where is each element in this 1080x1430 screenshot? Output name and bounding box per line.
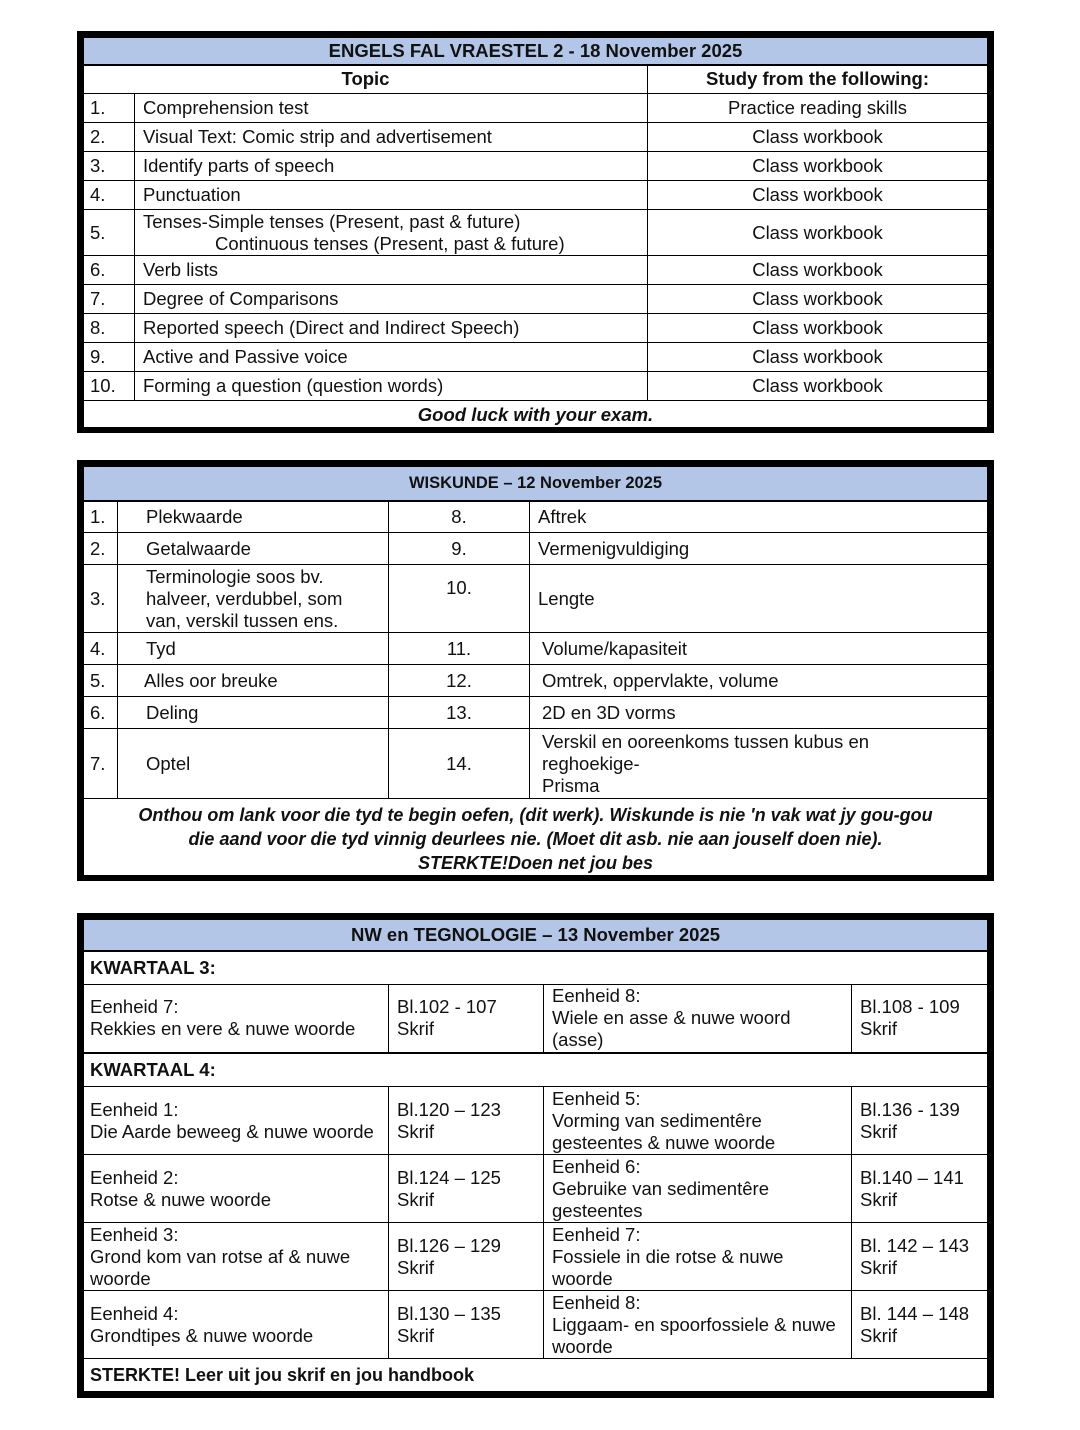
english-exam-table [77,31,994,433]
row-number: 9. [84,343,135,372]
table-row [84,633,988,665]
row-topic: Verb lists [135,256,648,285]
row-topic: Reported speech (Direct and Indirect Speech) [135,314,648,343]
unit-label: Eenheid 8: [552,985,641,1007]
row-study-source: Class workbook [648,123,988,152]
footer-line: STERKTE!Doen net jou bes [417,852,653,873]
row-topic: Punctuation [135,181,648,210]
unit-source: Skrif [397,1188,434,1210]
unit-cell [544,1291,852,1359]
row-number: 6. [84,697,118,729]
unit-label: Eenheid 7: [90,996,179,1018]
row-topic: Aftrek [530,501,988,533]
row-topic: Omtrek, oppervlakte, volume [530,665,988,697]
unit-cell [84,1291,389,1359]
row-number: 14. [389,729,530,799]
row-topic: Alles oor breuke [118,665,389,697]
unit-pages: Bl.136 - 139 [860,1098,960,1120]
table-row [84,1291,988,1359]
unit-pages: Bl. 144 – 148 [860,1302,970,1324]
table-row [84,181,988,210]
row-study-source: Class workbook [648,256,988,285]
unit-topic: Grond kom van rotse af & nuwe woorde [90,1245,351,1289]
unit-topic: Die Aarde beweeg & nuwe woorde [90,1120,374,1142]
table-row [84,985,988,1053]
pages-cell [389,1087,544,1155]
table-row [84,501,988,533]
pages-cell [852,1155,988,1223]
row-number: 9. [389,533,530,565]
row-study-source: Class workbook [648,343,988,372]
english-footer-note: Good luck with your exam. [84,401,988,430]
pages-cell [389,985,544,1053]
unit-cell [84,985,389,1053]
unit-cell [84,1223,389,1291]
science-table-title: NW en TEGNOLOGIE – 13 November 2025 [84,920,988,951]
pages-cell [389,1155,544,1223]
unit-pages: Bl.108 - 109 [860,996,960,1018]
unit-topic: Grondtipes & nuwe woorde [90,1324,314,1346]
unit-label: Eenheid 2: [90,1166,179,1188]
row-number: 12. [389,665,530,697]
unit-topic: Liggaam- en spoorfossiele & nuwe woorde [552,1313,836,1357]
unit-source: Skrif [860,1256,897,1278]
unit-cell [544,1087,852,1155]
row-number: 10. [389,565,530,633]
row-topic: Deling [118,697,389,729]
row-number: 3. [84,565,118,633]
unit-cell [84,1087,389,1155]
row-study-source: Class workbook [648,181,988,210]
pages-cell [852,1223,988,1291]
pages-cell [389,1291,544,1359]
row-number: 6. [84,256,135,285]
row-topic-line: halveer, verdubbel, som [146,587,343,609]
row-study-source: Class workbook [648,285,988,314]
table-row [84,565,988,633]
table-row [84,152,988,181]
row-topic: Comprehension test [135,94,648,123]
unit-pages: Bl.130 – 135 [397,1302,501,1324]
row-topic-line: Terminologie soos bv. [146,565,324,587]
term-3-label: KWARTAAL 3: [84,951,988,985]
unit-label: Eenheid 4: [90,1302,179,1324]
english-table-title: ENGELS FAL VRAESTEL 2 - 18 November 2025 [84,38,988,65]
row-topic: Vermenigvuldiging [530,533,988,565]
table-row [84,285,988,314]
row-study-source: Class workbook [648,314,988,343]
unit-cell [544,1223,852,1291]
unit-topic: Wiele en asse & nuwe woord (asse) [552,1007,791,1051]
unit-source: Skrif [397,1120,434,1142]
unit-label: Eenheid 5: [552,1087,641,1109]
science-exam-table [77,913,994,1398]
row-number: 4. [84,633,118,665]
term-4-label: KWARTAAL 4: [84,1053,988,1087]
row-topic [118,565,389,633]
table-row [84,1155,988,1223]
unit-pages: Bl. 142 – 143 [860,1234,970,1256]
column-header-topic: Topic [84,65,648,94]
unit-pages: Bl.126 – 129 [397,1234,501,1256]
row-topic: Getalwaarde [118,533,389,565]
unit-topic: Rotse & nuwe woorde [90,1188,271,1210]
unit-source: Skrif [860,1188,897,1210]
row-topic: Lengte [530,565,988,633]
row-topic [530,729,988,799]
row-number: 2. [84,123,135,152]
unit-cell [84,1155,389,1223]
pages-cell [852,1291,988,1359]
row-topic: Optel [118,729,389,799]
row-topic: Identify parts of speech [135,152,648,181]
table-row [84,729,988,799]
unit-label: Eenheid 7: [552,1223,641,1245]
science-footer-note: STERKTE! Leer uit jou skrif en jou handbook [84,1359,988,1392]
unit-source: Skrif [397,1256,434,1278]
row-topic: Degree of Comparisons [135,285,648,314]
unit-pages: Bl.140 – 141 [860,1166,964,1188]
table-row [84,343,988,372]
row-number: 13. [389,697,530,729]
row-number: 2. [84,533,118,565]
row-number: 1. [84,94,135,123]
row-number: 8. [389,501,530,533]
maths-footer-note [84,799,988,879]
row-number: 10. [84,372,135,401]
pages-cell [852,1087,988,1155]
unit-label: Eenheid 3: [90,1223,179,1245]
row-number: 3. [84,152,135,181]
unit-source: Skrif [397,1324,434,1346]
row-number: 7. [84,285,135,314]
row-study-source: Class workbook [648,152,988,181]
table-row [84,665,988,697]
table-row [84,314,988,343]
row-topic-line: Verskil en ooreenkoms tussen kubus en [542,730,870,752]
row-topic: Visual Text: Comic strip and advertisement [135,123,648,152]
footer-line: Onthou om lank voor die tyd te begin oefen, (dit werk). Wiskunde is nie 'n vak wat jy gou-gou [138,804,933,825]
row-topic [135,210,648,256]
pages-cell [389,1223,544,1291]
row-topic: Forming a question (question words) [135,372,648,401]
row-topic: Plekwaarde [118,501,389,533]
row-study-source: Practice reading skills [648,94,988,123]
unit-label: Eenheid 8: [552,1291,641,1313]
unit-cell [544,985,852,1053]
unit-label: Eenheid 6: [552,1155,641,1177]
maths-exam-table [77,460,994,881]
row-topic-line: Prisma [542,774,600,796]
row-number: 8. [84,314,135,343]
row-topic: Volume/kapasiteit [530,633,988,665]
unit-pages: Bl.102 - 107 [397,996,497,1018]
unit-source: Skrif [860,1324,897,1346]
table-row [84,123,988,152]
row-topic-line: van, verskil tussen ens. [146,609,339,631]
table-row [84,1087,988,1155]
row-study-source: Class workbook [648,372,988,401]
unit-topic: Vorming van sedimentêre gesteentes & nuwe woorde [552,1109,776,1153]
table-row [84,372,988,401]
footer-line: die aand voor die tyd vinnig deurlees nie. (Moet dit asb. nie aan jouself doen nie). [188,828,883,849]
unit-label: Eenheid 1: [90,1098,179,1120]
unit-topic: Fossiele in die rotse & nuwe woorde [552,1245,784,1289]
row-topic-line: Tenses-Simple tenses (Present, past & future) [143,210,521,232]
row-number: 4. [84,181,135,210]
table-row [84,256,988,285]
row-topic-line: Continuous tenses (Present, past & future) [215,232,565,254]
row-number: 5. [84,665,118,697]
table-row [84,1223,988,1291]
pages-cell [852,985,988,1053]
row-number: 1. [84,501,118,533]
table-row [84,210,988,256]
unit-topic: Gebruike van sedimentêre gesteentes [552,1177,769,1221]
unit-source: Skrif [397,1018,434,1040]
row-number: 5. [84,210,135,256]
unit-source: Skrif [860,1120,897,1142]
row-topic: Active and Passive voice [135,343,648,372]
table-row [84,697,988,729]
unit-topic: Rekkies en vere & nuwe woorde [90,1018,356,1040]
unit-pages: Bl.124 – 125 [397,1166,501,1188]
unit-source: Skrif [860,1018,897,1040]
row-topic-line: reghoekige- [542,752,640,774]
column-header-study: Study from the following: [648,65,988,94]
unit-cell [544,1155,852,1223]
maths-table-title: WISKUNDE – 12 November 2025 [84,467,988,501]
row-number: 11. [389,633,530,665]
unit-pages: Bl.120 – 123 [397,1098,501,1120]
table-row [84,533,988,565]
row-number: 7. [84,729,118,799]
row-topic: 2D en 3D vorms [530,697,988,729]
row-study-source: Class workbook [648,210,988,256]
table-row [84,94,988,123]
row-topic: Tyd [118,633,389,665]
